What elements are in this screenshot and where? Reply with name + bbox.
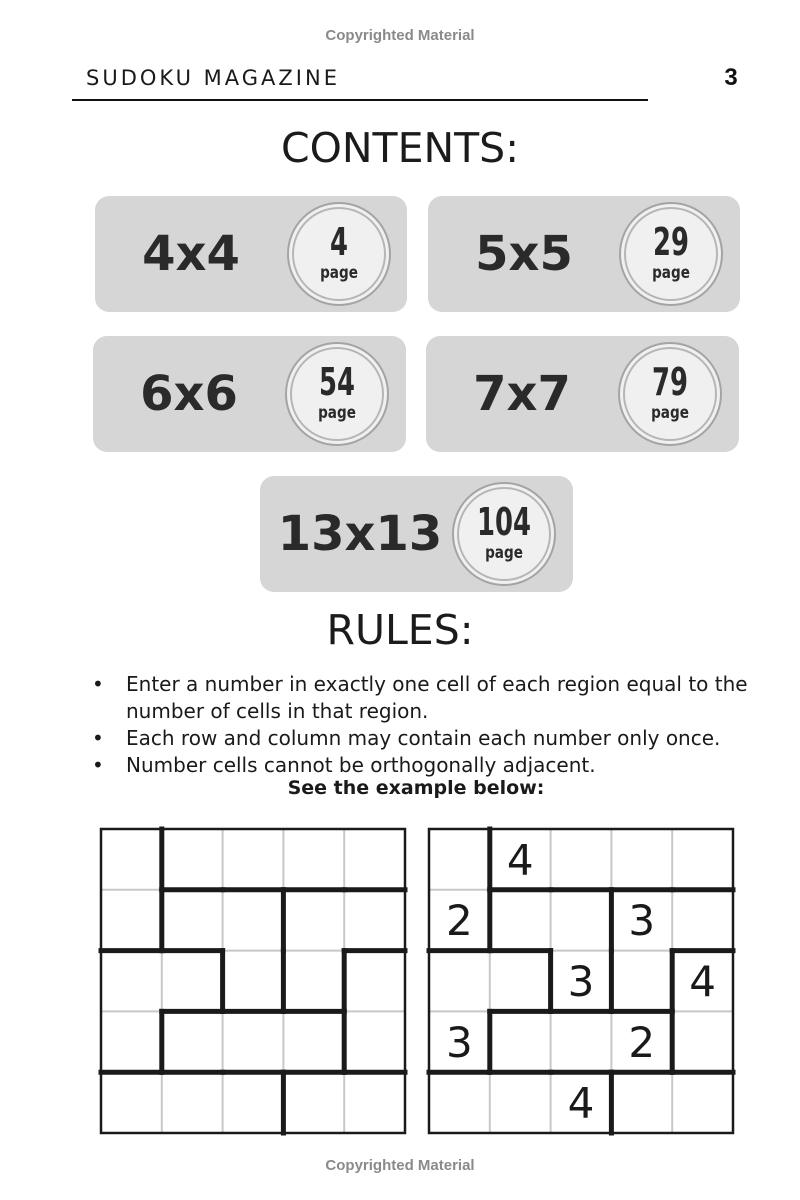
grid-background xyxy=(101,829,405,1133)
solution-digit: 4 xyxy=(689,957,716,1006)
example-puzzle-unsolved xyxy=(99,827,408,1136)
rule-item: • Each row and column may contain each number only once. xyxy=(92,725,752,752)
page-badge-number: 4 xyxy=(330,220,348,264)
entry-size: 7x7 xyxy=(473,366,571,422)
copyright-notice-top: Copyrighted Material xyxy=(325,27,475,44)
page-badge-label: page xyxy=(652,263,690,283)
rule-item: • Number cells cannot be orthogonally adjacent. xyxy=(92,752,752,779)
page-badge-number: 79 xyxy=(652,360,688,404)
page-badge-label: page xyxy=(318,403,356,423)
entry-size: 5x5 xyxy=(475,226,573,282)
entry-size: 6x6 xyxy=(140,366,238,422)
solution-digit: 2 xyxy=(446,896,473,946)
solution-digit: 2 xyxy=(628,1017,656,1067)
page-badge-number: 29 xyxy=(653,220,689,264)
solution-digit: 3 xyxy=(567,957,595,1006)
page-number: 3 xyxy=(724,64,738,91)
solution-digit: 4 xyxy=(506,835,534,885)
entry-size: 13x13 xyxy=(277,506,443,562)
solution-digit: 4 xyxy=(567,1078,595,1128)
page-badge-label: page xyxy=(485,543,523,563)
solution-digit: 3 xyxy=(446,1017,473,1067)
rule-item: • Enter a number in exactly one cell of each region equal to the number of cells in that region. xyxy=(92,671,752,725)
page-badge-label: page xyxy=(651,403,689,423)
page-badge-number: 104 xyxy=(477,500,531,544)
example-puzzle-solved xyxy=(427,827,736,1136)
copyright-notice-bottom: Copyrighted Material xyxy=(325,1157,475,1174)
page-badge-label: page xyxy=(320,263,358,283)
page-badge-number: 54 xyxy=(319,360,355,404)
rules-heading: RULES: xyxy=(326,606,474,654)
entry-size: 4x4 xyxy=(142,226,240,282)
magazine-title: SUDOKU MAGAZINE xyxy=(86,66,340,90)
contents-heading: CONTENTS: xyxy=(280,124,520,172)
example-note: See the example below: xyxy=(287,777,545,799)
solution-digit: 3 xyxy=(628,896,656,946)
